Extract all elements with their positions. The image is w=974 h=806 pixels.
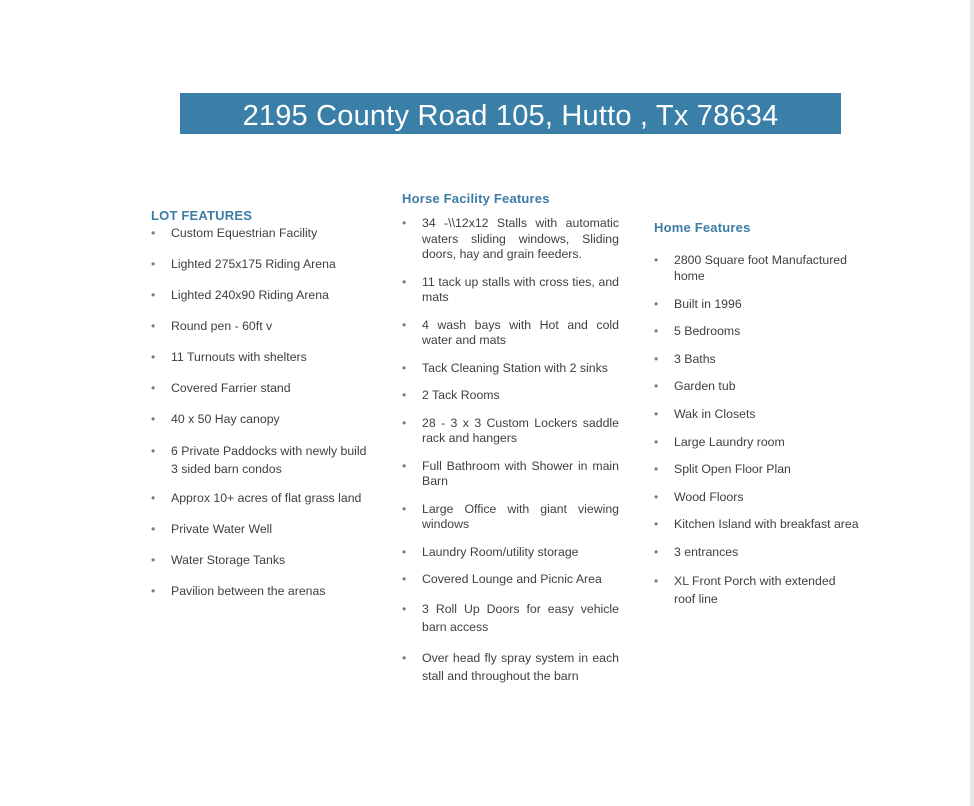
bullet-icon: • <box>402 317 407 332</box>
page-edge <box>970 0 974 806</box>
list-item: • 3 Roll Up Doors for easy vehicle barn access <box>402 601 619 634</box>
bullet-icon: • <box>402 360 407 375</box>
bullet-icon: • <box>654 462 659 477</box>
bullet-icon: • <box>402 216 407 230</box>
bullet-icon: • <box>402 415 407 430</box>
bullet-icon: • <box>402 544 407 559</box>
bullet-icon: • <box>151 288 156 302</box>
list-item: • Water Storage Tanks <box>151 553 286 567</box>
home-features-section <box>654 220 859 619</box>
bullet-icon: • <box>151 319 156 333</box>
list-item: • 5 Bedrooms <box>654 324 741 339</box>
bullet-icon: • <box>654 544 659 559</box>
bullet-icon: • <box>151 257 156 271</box>
bullet-icon: • <box>654 517 659 532</box>
list-item: • Kitchen Island with breakfast area <box>654 517 859 532</box>
bullet-icon: • <box>151 350 156 364</box>
bullet-icon: • <box>654 573 659 588</box>
lot-features-section <box>151 208 376 614</box>
list-item: • Approx 10+ acres of flat grass land <box>151 491 362 505</box>
lot-features-list <box>151 225 376 599</box>
list-item: • XL Front Porch with extended roof line <box>654 573 836 606</box>
list-item: • Covered Farrier stand <box>151 381 291 395</box>
horse-features-list <box>402 216 619 685</box>
bullet-icon: • <box>654 253 659 267</box>
bullet-icon: • <box>151 584 156 598</box>
bullet-icon: • <box>151 491 156 505</box>
list-item: • Round pen - 60ft v <box>151 319 273 333</box>
list-item: • 11 Turnouts with shelters <box>151 350 307 364</box>
bullet-icon: • <box>151 444 156 458</box>
bullet-icon: • <box>151 553 156 567</box>
bullet-icon: • <box>654 351 659 366</box>
bullet-icon: • <box>654 324 659 339</box>
list-item: • Tack Cleaning Station with 2 sinks <box>402 360 608 375</box>
list-item: • 3 entrances <box>654 544 739 559</box>
list-item: • Large Laundry room <box>654 434 785 449</box>
list-item: • Full Bathroom with Shower in main Barn <box>402 458 619 488</box>
list-item: • Over head fly spray system in each stall and throughout the barn <box>402 650 619 683</box>
bullet-icon: • <box>402 501 407 516</box>
list-item: • 4 wash bays with Hot and cold water and mats <box>402 317 619 347</box>
page-title: 2195 County Road 105, Hutto , Tx 78634 <box>180 93 841 134</box>
list-item: • 6 Private Paddocks with newly build 3 sided barn condos <box>151 444 367 476</box>
lot-features-heading: LOT FEATURES <box>151 208 253 223</box>
list-item: • Custom Equestrian Facility <box>151 226 318 240</box>
bullet-icon: • <box>402 650 407 665</box>
list-item: • Lighted 240x90 Riding Arena <box>151 288 329 302</box>
list-item: • 40 x 50 Hay canopy <box>151 412 280 426</box>
bullet-icon: • <box>402 388 407 402</box>
list-item: • Wak in Closets <box>654 406 756 421</box>
home-features-list <box>654 252 859 608</box>
bullet-icon: • <box>151 412 156 426</box>
bullet-icon: • <box>151 381 156 395</box>
home-features-heading: Home Features <box>654 220 751 235</box>
bullet-icon: • <box>402 458 407 473</box>
bullet-icon: • <box>654 489 659 504</box>
horse-features-section <box>402 191 619 698</box>
list-item: • 3 Baths <box>654 351 716 366</box>
list-item: • 34 -\\12x12 Stalls with automatic waters sliding windows, Sliding doors, hay and grain feeders. <box>402 216 619 261</box>
bullet-icon: • <box>402 572 407 586</box>
list-item: • 28 - 3 x 3 Custom Lockers saddle rack and hangers <box>402 415 619 445</box>
list-item: • Private Water Well <box>151 522 273 536</box>
list-item: • Lighted 275x175 Riding Arena <box>151 257 336 271</box>
list-item: • Laundry Room/utility storage <box>402 544 579 559</box>
list-item: • Garden tub <box>654 379 736 394</box>
list-item: • Split Open Floor Plan <box>654 462 791 477</box>
bullet-icon: • <box>654 296 659 311</box>
bullet-icon: • <box>654 406 659 421</box>
bullet-icon: • <box>654 379 659 394</box>
list-item: • Pavilion between the arenas <box>151 584 326 598</box>
list-item: • Built in 1996 <box>654 296 742 311</box>
bullet-icon: • <box>402 601 407 616</box>
bullet-icon: • <box>654 434 659 449</box>
bullet-icon: • <box>402 274 407 289</box>
bullet-icon: • <box>151 226 156 240</box>
bullet-icon: • <box>151 522 156 536</box>
list-item: • 2800 Square foot Manufactured home <box>654 253 847 283</box>
list-item: • Wood Floors <box>654 489 744 504</box>
list-item: • Large Office with giant viewing windows <box>402 501 619 531</box>
list-item: • 2 Tack Rooms <box>402 388 500 402</box>
list-item: • 11 tack up stalls with cross ties, and mats <box>402 274 619 304</box>
horse-features-heading: Horse Facility Features <box>402 191 550 206</box>
list-item: • Covered Lounge and Picnic Area <box>402 572 602 586</box>
